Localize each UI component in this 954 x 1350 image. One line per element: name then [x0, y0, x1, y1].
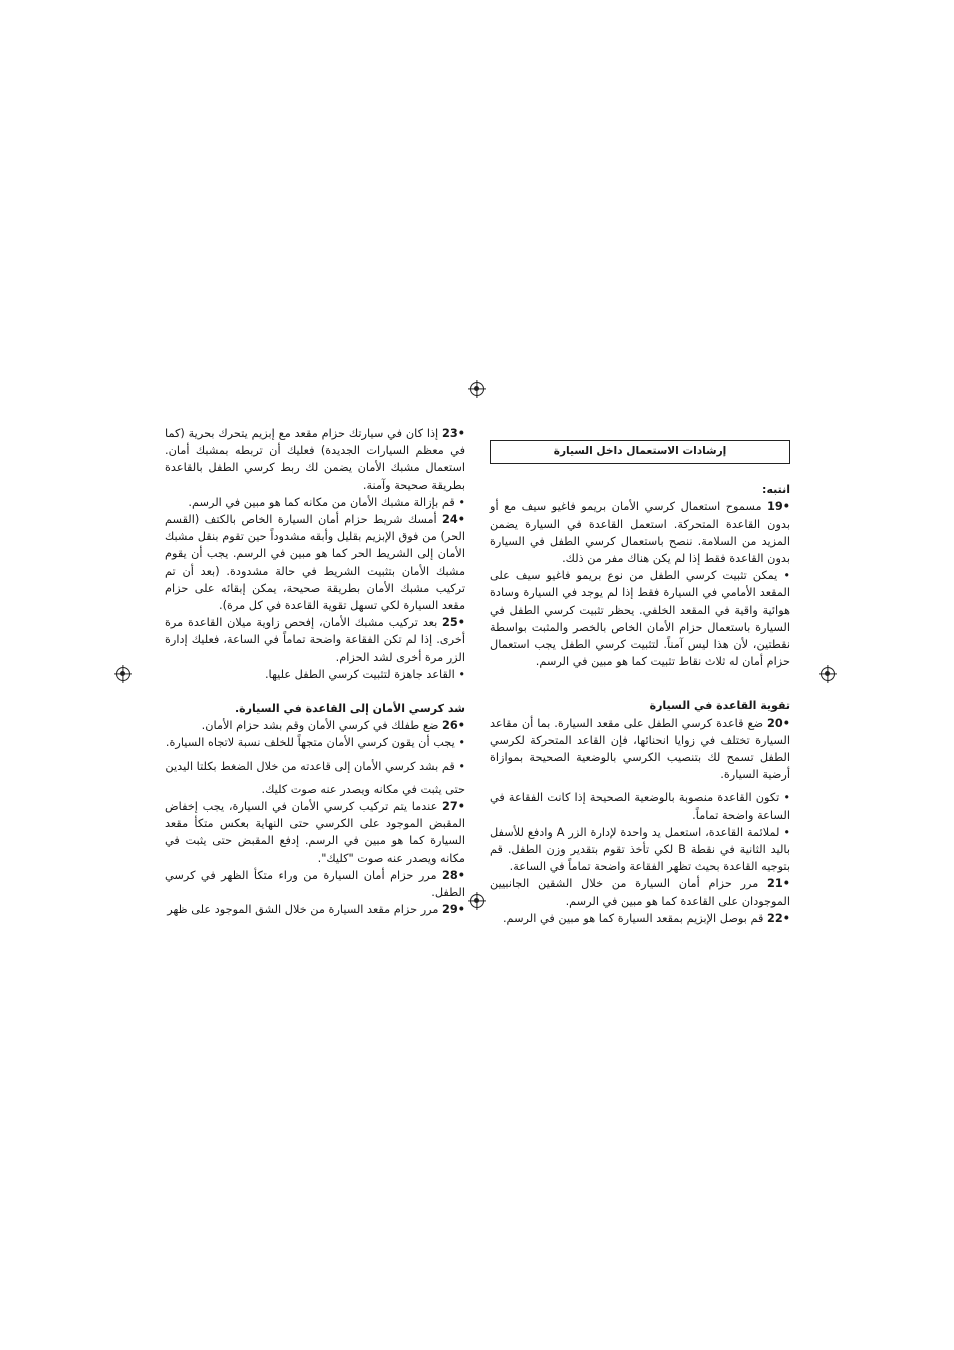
paragraph-20 — [490, 715, 790, 784]
step-number: •24 — [442, 513, 465, 527]
paragraph-27 — [165, 798, 465, 867]
bullet-25: • القاعد جاهزة لتثبيت كرسي الطفل عليها. — [264, 667, 465, 681]
section-heading: تقوية القاعدة في السيارة — [649, 699, 790, 713]
section-title-box: إرشادات الاستعمال داخل السيارة — [490, 440, 790, 464]
bullet-23: • قم بإزالة مشبك الأمان من مكانه كما هو مبين في الرسم. — [188, 495, 465, 509]
step-number: •27 — [442, 800, 465, 814]
bullet-26-2: • قم بشد كرسي الأمان إلى قاعدته من خلال الضغط بكلتا اليدين — [165, 759, 465, 773]
step-number: •21 — [767, 877, 790, 891]
paragraph-text: بعد تركيب مشبك الأمان، إفحص زاوية ميلان القاعدة مرة أخرى. إذا لم تكن الفقاعة واضحة تماماً في الساعة، فعليك إدارة الزر مرة أخرى لشد الحزام. — [165, 616, 465, 664]
bullet-19: • يمكن تثبيت كرسي الطفل من نوع بريمو فاغيو سيف على المقعد الأمامي في السيارة فقط إذا لم يوجد في السيارة وسادة هوائية واقية في المقعد الخلفي. يحظر تثبيت كرسي الطفل في السيارة باستعمال حزام الأمان الخاص بالخصر والمثبت بواسطة نقطتين، لأن هذا ليس آمناً. لتثبيت كرسي الطفل يجب استعمال حزام أمان له ثلاث نقاط تثبيت كما هو مبين في الرسم. — [490, 569, 790, 669]
bullet-20-2: • لملائمة القاعدة، استعمل يد واحدة لإدارة الزر A وادفع للأسفل باليد الثانية في نقطة B لكي تأخذ تقوم بتقدير وزن الطفل. قم بتوجيه القاعدة بحيث تظهر الفقاعة واضحة تماماً في الساعة. — [490, 825, 790, 874]
paragraph-25 — [165, 614, 465, 666]
step-number: •29 — [442, 903, 465, 917]
step-number: •19 — [767, 500, 790, 514]
note-heading: انتبه: — [762, 483, 790, 497]
paragraph-29 — [165, 901, 465, 918]
step-number: •28 — [442, 868, 465, 882]
registration-mark-icon — [116, 667, 130, 681]
paragraph-28 — [165, 867, 465, 901]
step-number: •25 — [442, 616, 465, 630]
paragraph-22 — [490, 910, 790, 927]
paragraph-text: ضع طفلك في كرسي الأمان وقم بشد حزام الأمان. — [201, 719, 443, 733]
paragraph-26 — [165, 717, 465, 734]
step-number: •20 — [767, 716, 790, 730]
paragraph-text: إذا كان في سيارتك حزام مقعد مع إبزيم يتحرك بحرية (كما في معظم السيارات الجديدة) فعليك أن تربطه بمشبك أمان. استعمال مشبك الأمان يضمن لك ربط كرسي الطفل بالقاعدة بطريقة صحيحة وآمنة. — [165, 427, 465, 492]
right-column — [490, 440, 790, 927]
paragraph-text: مرر حزام أمان السيارة من وراء متكأ الظهر في كرسي الطفل. — [165, 868, 465, 900]
step-number: •26 — [442, 719, 465, 733]
paragraph-text: أمسك شريط حزام أمان السيارة الخاص بالكتف (القسم الحر) من فوق الإبزيم بقليل وأبقه مشدوداً حين تقوم بنقل مشبك الأمان إلى الشريط الحر كما هو مبين في الرسم. يجب أن يقوم مشبك الأمان بتثبيت الشريط في حالة مشدودة. (بعد أن تم تركيب مشبك الأمان بطريقة صحيحة، يمكن إبقائه على حزام مقعد السيارة لكي تسهل تقوية القاعدة في كل مرة). — [165, 513, 465, 613]
bullet-26-2-continued: حتى يثبت في مكانه ويصدر عنه صوت كليك. — [261, 782, 465, 796]
paragraph-21 — [490, 875, 790, 909]
paragraph-text: مسموح استعمال كرسي الأمان بريمو فاغيو سيف مع أو بدون القاعدة المتحركة. استعمل القاعدة في السيارة يضمن المزيد من السلامة. ننصح باستعمال كرسي الطفل في السيارة بدون القاعدة فقط إذا لم يكن هناك مفر من ذلك. — [490, 500, 790, 566]
paragraph-text: قم بوصل الإبزيم بمقعد السيارة كما هو مبين في الرسم. — [502, 911, 768, 925]
step-number: •22 — [767, 911, 790, 925]
paragraph-text: مرر حزام أمان السيارة من خلال الشقين الجانبيين الموجودان على القاعدة كما هو مبين في الرسم. — [490, 877, 790, 908]
bullet-26-1: • يجب أن يقون كرسي الأمان متجهاً للخلف نسبة لاتجاه السيارة. — [165, 736, 465, 750]
paragraph-text: ضع قاعدة كرسي الطفل على مقعد السيارة. بما أن مقاعد السيارة تختلف في زوايا انحنائها، فإن القاعد المتحركة لكرسي الطفل تسمح لك بتنصيب الكرسي بالوضعية الصحيحة بموازاة أرضية السيارة. — [490, 716, 790, 782]
paragraph-19 — [490, 498, 790, 567]
paragraph-23 — [165, 425, 465, 494]
registration-mark-icon — [470, 382, 484, 396]
left-column — [165, 425, 465, 918]
registration-mark-icon — [470, 894, 484, 908]
step-number: •23 — [442, 427, 465, 440]
paragraph-text: مرر حزام مقعد السيارة من خلال الشق الموجود على ظهر — [167, 903, 443, 917]
bullet-20-1: • تكون القاعدة منصوبة بالوضعية الصحيحة إذا كانت الفقاعة في الساعة واضحة تماماً. — [490, 791, 790, 822]
paragraph-24 — [165, 511, 465, 614]
registration-mark-icon — [821, 667, 835, 681]
section-heading: شد كرسي الأمان إلى القاعدة في السيارة. — [234, 702, 465, 716]
paragraph-text: عندما يتم تركيب كرسي الأمان في السيارة، يجب إخفاض المقبض الموجود على الكرسي حتى النهاية بعكس متكأ مقعد السيارة كما هو مبين في الرسم. إدفع المقبض حتى يثبت في مكانه ويصدر عنه صوت "كليك". — [165, 800, 465, 865]
